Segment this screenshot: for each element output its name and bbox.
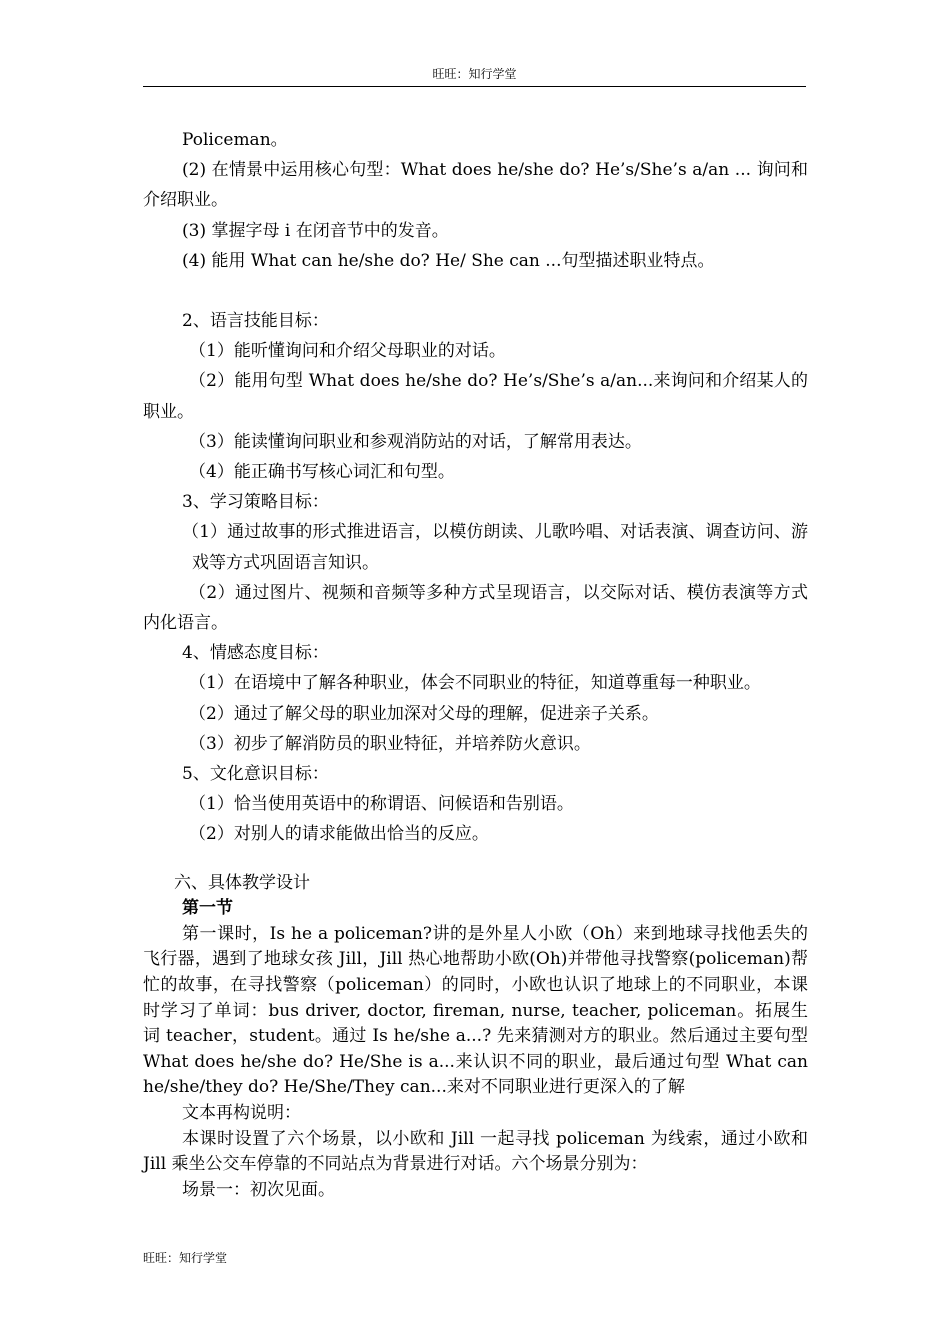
section-heading-emotional-attitude: 4、情感态度目标： xyxy=(182,643,329,664)
document-body xyxy=(143,125,808,1203)
blank-line xyxy=(143,850,808,871)
language-skill-3: （3）能读懂询问职业和参观消防站的对话，了解常用表达。 xyxy=(189,431,642,452)
objective-3: (3) 掌握字母 i 在闭音节中的发音。 xyxy=(182,220,449,241)
learning-strategy-2: （2）通过图片、视频和音频等多种方式呈现语言，以交际对话、模仿表演等方式内化语言。 xyxy=(143,582,808,634)
emotional-attitude-1: （1）在语境中了解各种职业，体会不同职业的特征，知道尊重每一种职业。 xyxy=(189,673,761,694)
section-heading-learning-strategy: 3、学习策略目标： xyxy=(182,492,329,513)
header-text: 旺旺：知行学堂 xyxy=(432,67,517,81)
objective-2: (2) 在情景中运用核心句型：What does he/she do? He’s/She’s a/an ... 询问和介绍职业。 xyxy=(143,160,808,211)
paragraph-policeman: Policeman。 xyxy=(182,130,288,150)
lesson-1-heading: 第一节 xyxy=(182,898,233,919)
blank-line xyxy=(143,276,808,306)
lesson-1-description: 第一课时，Is he a policeman?讲的是外星人小欧（Oh）来到地球寻找他丢失的飞行器，遇到了地球女孩 Jill，Jill 热心地帮助小欧(Oh)并带他寻找警察(policeman)帮忙的故事，在寻找警察（policeman）的同时，小欧也认识了地球上的不同职业，本课时学习了单词：bus driver, doctor, fireman, nurse, teacher, policeman。拓展生词 teacher，student。通过 Is he/she a...? 先来猜测对方的职业。然后通过主要句型 What does he/she do? He/She is a...来认识不同的职业，最后通过句型 What can he/she/they do? He/She/They can...来对不同职业进行更深入的了解 xyxy=(143,923,808,1098)
text-rewrite-heading: 文本再构说明： xyxy=(182,1103,301,1124)
page-footer xyxy=(143,1250,227,1266)
footer-text: 旺旺：知行学堂 xyxy=(143,1251,228,1265)
section-heading-cultural-awareness: 5、文化意识目标： xyxy=(182,764,329,785)
language-skill-1: （1）能听懂询问和介绍父母职业的对话。 xyxy=(189,341,506,362)
learning-strategy-1: （1）通过故事的形式推进语言，以模仿朗读、儿歌吟唱、对话表演、调查访问、游戏等方式巩固语言知识。 xyxy=(182,522,808,573)
emotional-attitude-2: （2）通过了解父母的职业加深对父母的理解，促进亲子关系。 xyxy=(189,703,659,724)
teaching-design-section xyxy=(143,871,808,1204)
emotional-attitude-3: （3）初步了解消防员的职业特征，并培养防火意识。 xyxy=(189,733,591,754)
language-skill-4: （4）能正确书写核心词汇和句型。 xyxy=(189,462,455,483)
text-rewrite-description: 本课时设置了六个场景，以小欧和 Jill 一起寻找 policeman 为线索，通过小欧和 Jill 乘坐公交车停靠的不同站点为背景进行对话。六个场景分别为： xyxy=(143,1128,808,1175)
cultural-awareness-1: （1）恰当使用英语中的称谓语、问候语和告别语。 xyxy=(189,794,574,815)
objective-4: (4) 能用 What can he/she do? He/ She can ...句型描述职业特点。 xyxy=(182,250,715,271)
scene-1: 场景一：初次见面。 xyxy=(182,1179,335,1200)
language-skill-2: （2）能用句型 What does he/she do? He’s/She’s a/an...来询问和介绍某人的职业。 xyxy=(143,371,808,422)
section-heading-language-skills: 2、语言技能目标： xyxy=(182,311,329,332)
section-heading-teaching-design: 六、具体教学设计 xyxy=(174,872,310,893)
page-header xyxy=(143,66,806,87)
cultural-awareness-2: （2）对别人的请求能做出恰当的反应。 xyxy=(189,824,489,845)
